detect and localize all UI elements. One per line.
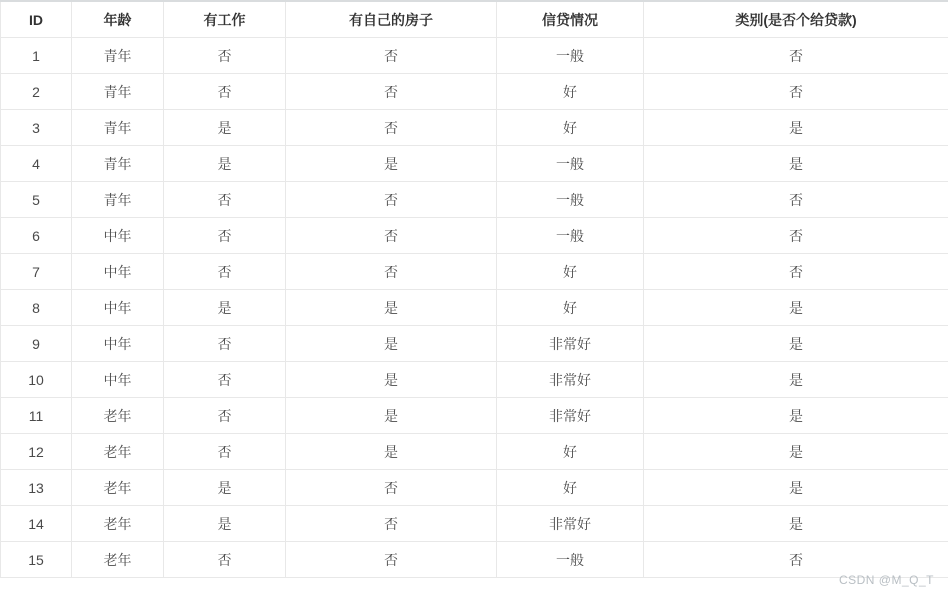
csdn-watermark: CSDN @M_Q_T (838, 573, 934, 587)
table-cell: 否 (644, 218, 948, 254)
table-cell: 11 (1, 398, 72, 434)
table-cell: 是 (644, 362, 948, 398)
table-cell: 否 (644, 38, 948, 74)
table-cell: 8 (1, 290, 72, 326)
table-cell: 15 (1, 542, 72, 578)
table-cell: 中年 (72, 290, 164, 326)
table-cell: 4 (1, 146, 72, 182)
table-row (1, 470, 948, 506)
table-cell: 好 (497, 434, 644, 470)
table-cell: 中年 (72, 254, 164, 290)
table-header-row (1, 1, 948, 38)
table-cell: 中年 (72, 362, 164, 398)
table-cell: 13 (1, 470, 72, 506)
table-cell: 青年 (72, 74, 164, 110)
column-header-id: ID (1, 1, 72, 38)
table-cell: 是 (286, 362, 497, 398)
table-cell: 好 (497, 74, 644, 110)
column-header-credit: 信贷情况 (497, 1, 644, 38)
table-cell: 3 (1, 110, 72, 146)
table-cell: 否 (286, 218, 497, 254)
table-body (1, 38, 948, 578)
table-cell: 是 (286, 290, 497, 326)
table-cell: 是 (644, 110, 948, 146)
table-row (1, 434, 948, 470)
table-cell: 否 (164, 254, 286, 290)
table-cell: 老年 (72, 506, 164, 542)
table-cell: 否 (164, 182, 286, 218)
table-cell: 一般 (497, 146, 644, 182)
table-cell: 1 (1, 38, 72, 74)
column-header-age: 年龄 (72, 1, 164, 38)
table-row (1, 290, 948, 326)
table-cell: 是 (644, 506, 948, 542)
table-cell: 中年 (72, 326, 164, 362)
table-cell: 否 (164, 434, 286, 470)
table-cell: 否 (164, 542, 286, 578)
table-cell: 否 (286, 38, 497, 74)
table-cell: 是 (644, 146, 948, 182)
table-cell: 是 (164, 506, 286, 542)
table-cell: 一般 (497, 38, 644, 74)
table-cell: 是 (164, 146, 286, 182)
table-cell: 否 (286, 110, 497, 146)
table-row (1, 254, 948, 290)
table-cell: 是 (286, 326, 497, 362)
column-header-loan-class: 类别(是否个给贷款) (644, 1, 948, 38)
table-cell: 否 (164, 326, 286, 362)
table-cell: 否 (164, 218, 286, 254)
table-cell: 否 (286, 182, 497, 218)
table-cell: 否 (286, 74, 497, 110)
table-cell: 一般 (497, 542, 644, 578)
table-row (1, 74, 948, 110)
table-cell: 10 (1, 362, 72, 398)
column-header-has-house: 有自己的房子 (286, 1, 497, 38)
table-cell: 非常好 (497, 506, 644, 542)
table-cell: 否 (286, 254, 497, 290)
table-cell: 一般 (497, 218, 644, 254)
table-cell: 青年 (72, 182, 164, 218)
table-cell: 是 (644, 470, 948, 506)
table-cell: 老年 (72, 398, 164, 434)
table-cell: 是 (644, 290, 948, 326)
table-cell: 青年 (72, 110, 164, 146)
table-cell: 14 (1, 506, 72, 542)
table-cell: 老年 (72, 470, 164, 506)
table-row (1, 362, 948, 398)
table-cell: 否 (644, 254, 948, 290)
table-cell: 12 (1, 434, 72, 470)
table-cell: 青年 (72, 146, 164, 182)
table-cell: 否 (644, 182, 948, 218)
table-cell: 是 (286, 398, 497, 434)
table-cell: 是 (286, 434, 497, 470)
table-cell: 5 (1, 182, 72, 218)
table-row (1, 38, 948, 74)
table-row (1, 146, 948, 182)
table-row (1, 398, 948, 434)
table-cell: 否 (286, 542, 497, 578)
table-cell: 是 (286, 146, 497, 182)
table-row (1, 542, 948, 578)
table-cell: 是 (164, 290, 286, 326)
table-cell: 否 (286, 470, 497, 506)
table-row (1, 110, 948, 146)
table-cell: 是 (644, 326, 948, 362)
table-cell: 好 (497, 254, 644, 290)
table-cell: 好 (497, 470, 644, 506)
table-cell: 否 (164, 362, 286, 398)
table-cell: 否 (644, 74, 948, 110)
table-cell: 是 (164, 110, 286, 146)
table-cell: 一般 (497, 182, 644, 218)
table-cell: 是 (644, 398, 948, 434)
table-cell: 老年 (72, 542, 164, 578)
table-cell: 非常好 (497, 362, 644, 398)
table-cell: 是 (164, 470, 286, 506)
column-header-has-job: 有工作 (164, 1, 286, 38)
table-cell: 否 (164, 398, 286, 434)
table-cell: 否 (164, 74, 286, 110)
table-cell: 中年 (72, 218, 164, 254)
table-cell: 否 (164, 38, 286, 74)
table-cell: 老年 (72, 434, 164, 470)
table-cell: 2 (1, 74, 72, 110)
table-cell: 非常好 (497, 326, 644, 362)
table-row (1, 218, 948, 254)
table-cell: 9 (1, 326, 72, 362)
table-cell: 6 (1, 218, 72, 254)
table-row (1, 182, 948, 218)
table-cell: 好 (497, 290, 644, 326)
table-row (1, 326, 948, 362)
table-cell: 否 (644, 542, 948, 578)
table-cell: 是 (644, 434, 948, 470)
table-row (1, 506, 948, 542)
table-cell: 青年 (72, 38, 164, 74)
table-cell: 否 (286, 506, 497, 542)
table-cell: 7 (1, 254, 72, 290)
table-cell: 非常好 (497, 398, 644, 434)
table-cell: 好 (497, 110, 644, 146)
